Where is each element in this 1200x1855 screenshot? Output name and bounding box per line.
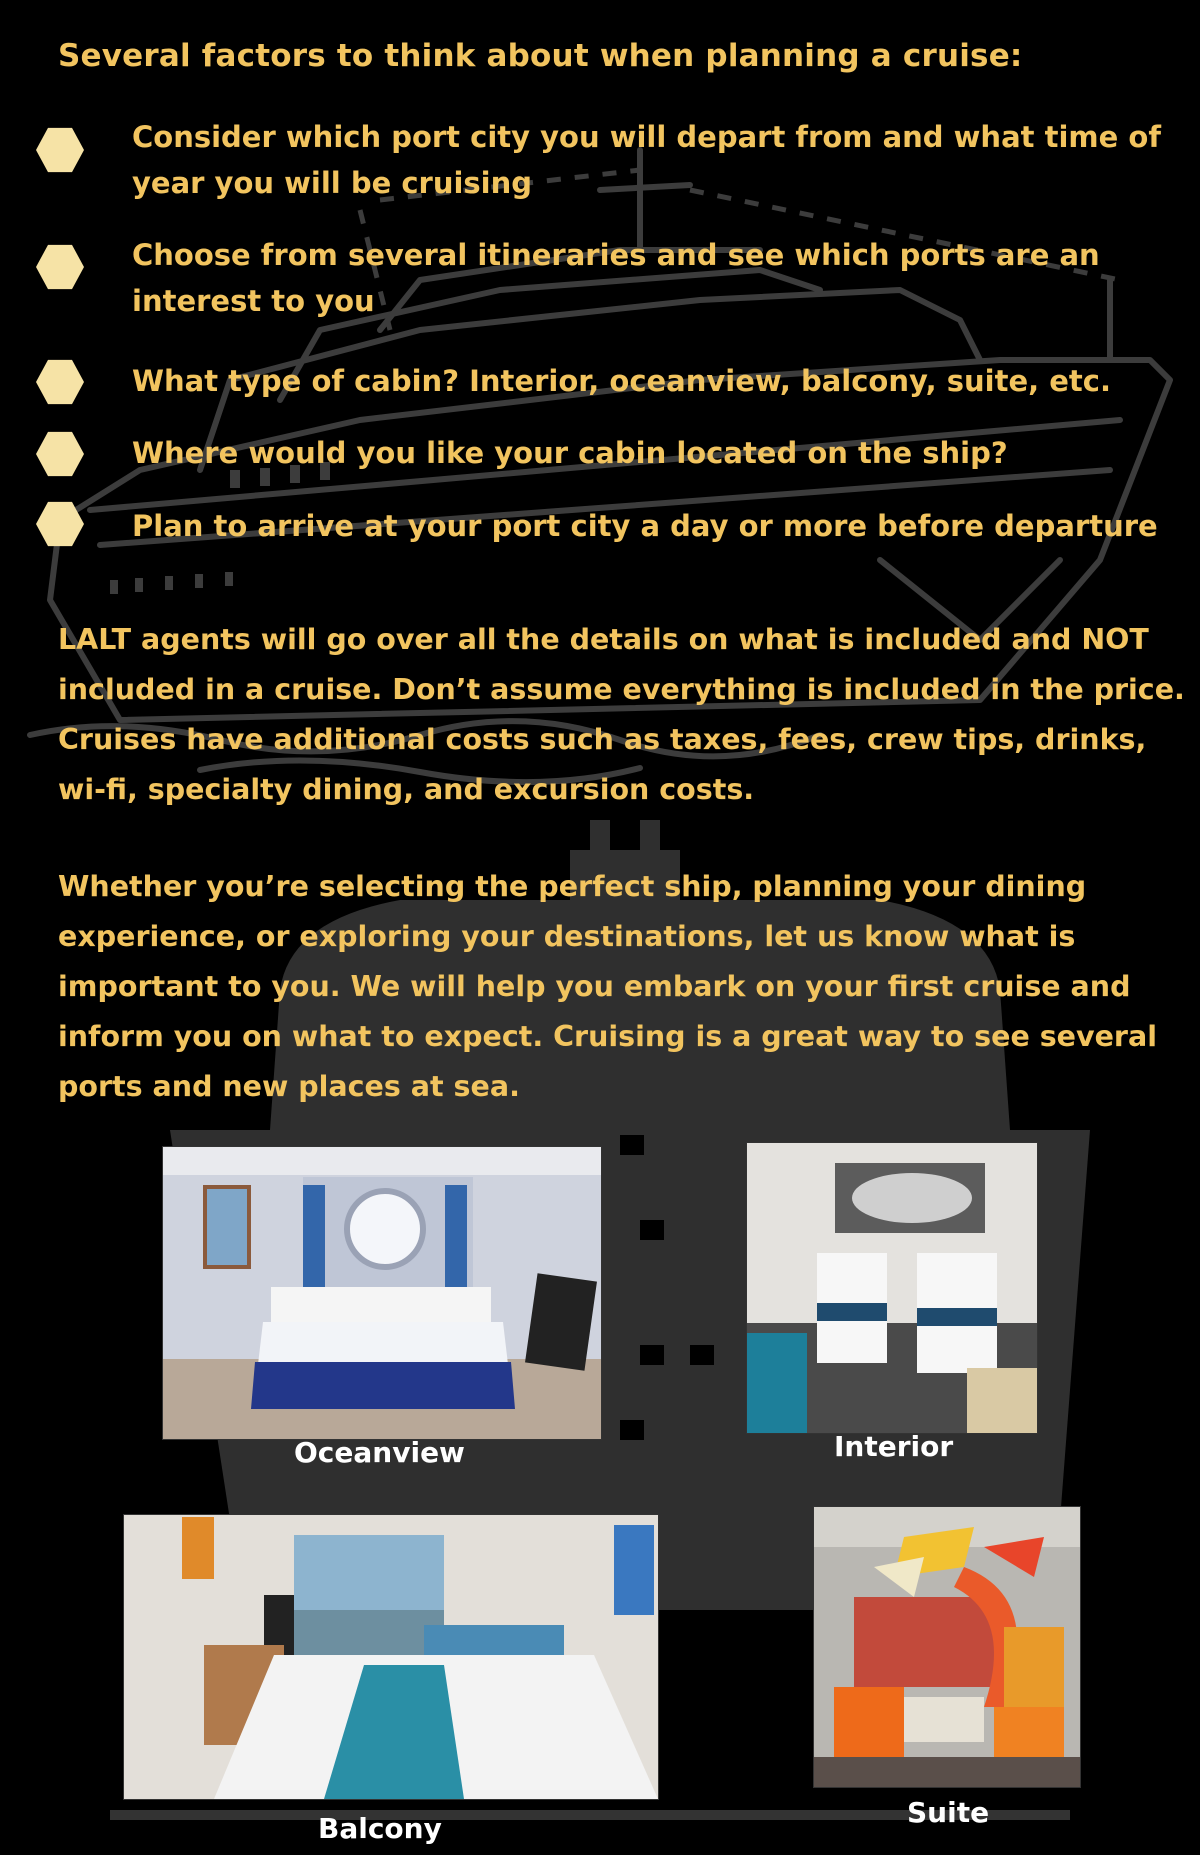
bullet-text-3: What type of cabin? Interior, oceanview, balcony, suite, etc. [132, 364, 1111, 398]
balcony-caption: Balcony [318, 1812, 442, 1845]
oceanview-caption: Oceanview [294, 1436, 465, 1469]
bullet-text-5: Plan to arrive at your port city a day or more before departure [132, 509, 1158, 543]
balcony-cabin-photo [123, 1514, 659, 1800]
bullet-text-4: Where would you like your cabin located on the ship? [132, 436, 1008, 470]
page-heading: Several factors to think about when planning a cruise: [58, 38, 1023, 74]
inclusions-paragraph: LALT agents will go over all the details on what is included and NOT included in a cruise. Don’t assume everything is included in the price. Cruises have additional costs such as taxes, fees, crew tips, drinks, wi-fi, specialty dining, and excursion costs. [58, 623, 1185, 806]
suite-cabin-photo [813, 1506, 1081, 1788]
bullet-text-2: Choose from several itineraries and see which ports are an interest to you [132, 238, 1100, 318]
oceanview-cabin-photo [162, 1146, 602, 1440]
bullet-text-1: Consider which port city you will depart from and what time of year you will be cruising [132, 120, 1161, 200]
help-paragraph: Whether you’re selecting the perfect ship, planning your dining experience, or exploring your destinations, let us know what is important to you. We will help you embark on your first cruise and inform you on what to expect. Cruising is a great way to see several ports and new places at sea. [58, 870, 1157, 1103]
interior-cabin-photo [746, 1142, 1038, 1434]
interior-caption: Interior [834, 1430, 954, 1463]
suite-caption: Suite [907, 1796, 990, 1829]
